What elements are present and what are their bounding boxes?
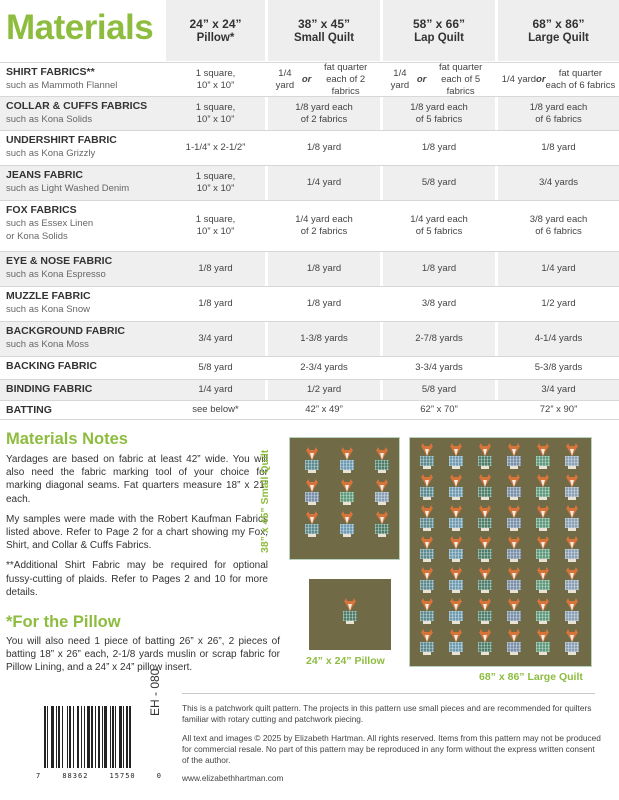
- fox-block: [374, 450, 390, 473]
- row-label: [0, 287, 166, 321]
- column-header-lap-quilt: [383, 0, 495, 61]
- barcode-bar: [87, 706, 90, 768]
- table-row: [0, 62, 619, 96]
- cell-pillow: 1/8 yard: [166, 252, 265, 286]
- cell-large-quilt: 5-3/8 yards: [534, 362, 583, 373]
- barcode-bar: [84, 706, 85, 768]
- fox-block: [477, 632, 493, 655]
- cell-pillow: 5/8 yard: [198, 362, 233, 373]
- table-row: [0, 286, 619, 321]
- fabric-name: BINDING FABRIC: [6, 383, 93, 395]
- barcode-bar: [110, 706, 111, 768]
- notes-paragraph: Yardages are based on fabric at least 42” wide. You will also need the fabric marking tool of your choice for marking diagonal seams. Fat quarters measure 18” x 21” each.: [6, 454, 268, 505]
- fox-block: [477, 601, 493, 624]
- cell-small-quilt: 1/8 yard each of 2 fabrics: [268, 97, 380, 130]
- notes-heading: Materials Notes: [6, 430, 128, 448]
- table-header: [0, 0, 619, 61]
- cell-pillow: 1 square, 10” x 10”: [195, 67, 236, 91]
- column-header-small-quilt: [268, 0, 380, 61]
- barcode-bar: [112, 706, 114, 768]
- row-label: [0, 401, 166, 419]
- cell-large-quilt: 1/8 yard each of 6 fabrics: [498, 97, 619, 130]
- cell-pillow: see below*: [192, 404, 239, 415]
- barcode-bar: [102, 706, 103, 768]
- row-label: [0, 201, 166, 251]
- row-label: [0, 131, 166, 165]
- cell-small-quilt: 1/4 yard: [268, 166, 380, 200]
- fox-block: [339, 450, 355, 473]
- column-name: Pillow*: [196, 31, 235, 44]
- fox-block: [564, 508, 580, 531]
- cell-large-quilt: 72” x 90”: [539, 404, 578, 415]
- fox-block: [506, 632, 522, 655]
- barcode-bar: [119, 706, 122, 768]
- fox-block: [535, 632, 551, 655]
- fox-block: [535, 446, 551, 469]
- cell-large-quilt: 1/4 yard: [498, 252, 619, 286]
- table-row: [0, 251, 619, 286]
- row-label: [0, 97, 166, 130]
- materials-notes: [6, 430, 268, 606]
- fabric-suggestion: such as Kona Moss: [6, 339, 89, 350]
- footer-url[interactable]: www.elizabethhartman.com: [182, 773, 284, 783]
- barcode-bar: [44, 706, 46, 768]
- fox-block: [304, 450, 320, 473]
- table-row: [0, 321, 619, 356]
- cell-small-quilt: 1/4 yard or fat quarter each of 2 fabrics: [275, 61, 368, 97]
- column-size: 24” x 24”: [189, 16, 242, 31]
- notes-paragraph: **Additional Shirt Fabric may be required for optional fussy-cutting of plaids. Refer to Pages 2 and 10 for more details.: [6, 560, 268, 598]
- column-name: Small Quilt: [293, 31, 355, 44]
- barcode-bar: [58, 706, 60, 768]
- cell-small-quilt: 1/8 yard: [306, 142, 342, 153]
- barcode-digit: 0: [156, 772, 162, 780]
- fabric-suggestion: such as Kona Grizzly: [6, 148, 96, 159]
- column-header-large-quilt: [498, 0, 619, 61]
- fox-block: [564, 539, 580, 562]
- fabric-suggestion: such as Kona Solids: [6, 114, 93, 125]
- table-row: [0, 96, 619, 130]
- fox-block: [448, 570, 464, 593]
- fox-block: [304, 514, 320, 537]
- large-quilt-caption: 68” x 86” Large Quilt: [479, 671, 583, 683]
- barcode-bar: [67, 706, 68, 768]
- fabric-suggestion: such as Mammoth Flannel: [6, 80, 118, 91]
- row-label: [0, 166, 166, 200]
- fox-block: [535, 601, 551, 624]
- fox-block: [419, 508, 435, 531]
- pillow-image: [309, 579, 391, 650]
- cell-small-quilt: 1/8 yard: [306, 298, 342, 309]
- fabric-suggestion: such as Essex Linen or Kona Solids: [6, 218, 94, 242]
- barcode-bar: [98, 706, 100, 768]
- barcode-bar: [69, 706, 71, 768]
- fabric-suggestion: such as Kona Espresso: [6, 269, 106, 280]
- fox-block: [506, 601, 522, 624]
- fabric-name: BACKING FABRIC: [6, 360, 97, 372]
- cell-pillow: 1/8 yard: [198, 298, 233, 309]
- fox-block: [506, 570, 522, 593]
- fox-block: [448, 601, 464, 624]
- fox-block: [477, 446, 493, 469]
- cell-small-quilt: 1-3/8 yards: [268, 322, 380, 356]
- fabric-name: UNDERSHIRT FABRIC: [6, 134, 117, 146]
- fabric-name: MUZZLE FABRIC: [6, 290, 91, 302]
- cell-lap-quilt: 5/8 yard: [383, 380, 495, 400]
- barcode-digit: 15750: [109, 772, 136, 780]
- barcode-bar: [95, 706, 96, 768]
- row-label: [0, 357, 166, 379]
- cell-large-quilt: 3/4 yard: [498, 380, 619, 400]
- fox-block: [564, 601, 580, 624]
- footer-copyright: All text and images © 2025 by Elizabeth Hartman. All rights reserved. Items from this pattern may not be produced for commercial resale. No part of this pattern may be reproduced in any form without the express written consent of the author.: [182, 733, 601, 765]
- pillow-paragraph: You will also need 1 piece of batting 26” x 26”, 2 pieces of batting 18” x 26” each, 2-1/8 yards muslin or scrap fabric for Pillow Lining, and a 24” x 24” pillow insert.: [6, 636, 280, 674]
- fabric-name: JEANS FABRIC: [6, 169, 84, 181]
- table-row: [0, 400, 619, 419]
- fox-block: [448, 632, 464, 655]
- footer-disclaimer: This is a patchwork quilt pattern. The projects in this pattern use small pieces and are recommended for quilters familiar with rotary cutting and patchwork piecing.: [182, 703, 592, 724]
- column-header-pillow: [166, 0, 265, 61]
- cell-pillow: 1 square, 10” x 10”: [166, 166, 265, 200]
- table-row: [0, 200, 619, 251]
- cell-pillow: 1 square, 10” x 10”: [166, 97, 265, 130]
- fox-block: [448, 446, 464, 469]
- fox-block: [448, 508, 464, 531]
- fox-block: [448, 539, 464, 562]
- fox-block: [535, 539, 551, 562]
- cell-large-quilt: 4-1/4 yards: [498, 322, 619, 356]
- cell-lap-quilt: 3/8 yard: [421, 298, 457, 309]
- table-row: [0, 379, 619, 400]
- fox-block: [535, 477, 551, 500]
- fox-block: [535, 570, 551, 593]
- row-label: [0, 252, 166, 286]
- cell-pillow: 1-1/4” x 2-1/2”: [185, 142, 246, 153]
- barcode-bar: [73, 706, 74, 768]
- fox-block: [419, 601, 435, 624]
- fox-block: [564, 632, 580, 655]
- cell-lap-quilt: 1/8 yard: [421, 142, 457, 153]
- table-bottom-divider: [0, 419, 619, 420]
- fox-block: [564, 477, 580, 500]
- fabric-name: FOX FABRICS: [6, 204, 77, 216]
- fox-block: [448, 477, 464, 500]
- fox-block: [564, 570, 580, 593]
- cell-lap-quilt: 1/4 yard each of 5 fabrics: [410, 214, 468, 237]
- cell-small-quilt: 2-3/4 yards: [300, 362, 348, 373]
- barcode-bar: [47, 706, 48, 768]
- column-size: 68” x 86”: [532, 16, 585, 31]
- barcode-bar: [56, 706, 57, 768]
- pillow-caption: 24” x 24” Pillow: [306, 655, 385, 667]
- footer: [0, 693, 619, 800]
- fox-block: [477, 570, 493, 593]
- cell-lap-quilt: 62” x 70”: [420, 404, 458, 415]
- fox-block: [419, 477, 435, 500]
- cell-lap-quilt: 1/4 yard or fat quarter each of 5 fabrics: [390, 61, 483, 97]
- cell-lap-quilt: 2-7/8 yards: [383, 322, 495, 356]
- cell-large-quilt: 1/8 yard: [541, 142, 576, 153]
- footer-divider: [182, 693, 595, 694]
- fox-block: [506, 539, 522, 562]
- fox-block: [477, 477, 493, 500]
- fox-block: [374, 482, 390, 505]
- barcode-bar: [129, 706, 131, 768]
- fox-block: [506, 446, 522, 469]
- cell-large-quilt: 1/2 yard: [541, 298, 576, 309]
- cell-pillow: 3/4 yard: [166, 322, 265, 356]
- cell-lap-quilt: 5/8 yard: [383, 166, 495, 200]
- cell-large-quilt: 3/8 yard each of 6 fabrics: [529, 214, 588, 237]
- small-quilt-caption: 38” x 45” Small Quilt: [259, 449, 271, 553]
- large-quilt-image: [409, 437, 592, 667]
- pillow-heading: *For the Pillow: [6, 613, 121, 631]
- column-size: 38” x 45”: [297, 16, 351, 31]
- fox-block: [419, 570, 435, 593]
- barcode-bar: [51, 706, 54, 768]
- fox-block: [564, 446, 580, 469]
- cell-small-quilt: 1/2 yard: [268, 380, 380, 400]
- fox-block: [477, 508, 493, 531]
- table-row: [0, 356, 619, 379]
- notes-paragraph: My samples were made with the Robert Kaufman Fabrics listed above. Refer to Page 2 for a chart showing my Fox, Shirt, and Collar & Cuffs Fabrics.: [6, 513, 268, 552]
- cell-small-quilt: 1/4 yard each of 2 fabrics: [295, 214, 353, 237]
- barcode-digit: 7: [36, 772, 42, 780]
- cell-small-quilt: 42” x 49”: [305, 404, 343, 415]
- barcode-bar: [126, 706, 128, 768]
- barcode-bar: [123, 706, 124, 768]
- row-label: [0, 63, 166, 96]
- column-name: Lap Quilt: [414, 31, 464, 44]
- cell-lap-quilt: 3-3/4 yards: [415, 362, 463, 373]
- column-size: 58” x 66”: [412, 16, 466, 31]
- fabric-name: BACKGROUND FABRIC: [6, 325, 125, 337]
- fabric-name: BATTING: [6, 404, 52, 416]
- pillow-notes: [6, 613, 280, 675]
- page-title: Materials: [6, 8, 154, 47]
- fox-block: [342, 601, 358, 624]
- barcode-bar: [77, 706, 79, 768]
- fox-block: [506, 508, 522, 531]
- barcode-bar: [81, 706, 82, 768]
- fox-block: [374, 514, 390, 537]
- cell-small-quilt: 1/8 yard: [268, 252, 380, 286]
- fabric-suggestion: such as Light Washed Denim: [6, 183, 130, 194]
- cell-large-quilt: 1/4 yard or fat quarter each of 6 fabrics: [501, 67, 616, 91]
- row-label: [0, 380, 166, 400]
- fox-block: [419, 446, 435, 469]
- barcode-bar: [91, 706, 93, 768]
- cell-lap-quilt: 1/8 yard: [383, 252, 495, 286]
- barcode-bar: [115, 706, 116, 768]
- fox-block: [535, 508, 551, 531]
- fabric-name: SHIRT FABRICS**: [6, 66, 95, 78]
- fox-block: [506, 477, 522, 500]
- barcode-digit: 88362: [62, 772, 89, 780]
- fox-block: [419, 632, 435, 655]
- fabric-name: EYE & NOSE FABRIC: [6, 255, 113, 267]
- row-label: [0, 322, 166, 356]
- table-row: [0, 165, 619, 200]
- fabric-name: COLLAR & CUFFS FABRICS: [6, 100, 148, 112]
- cell-pillow: 1/4 yard: [166, 380, 265, 400]
- fox-block: [419, 539, 435, 562]
- fox-block: [339, 482, 355, 505]
- barcode-number: [36, 772, 162, 780]
- fox-block: [477, 539, 493, 562]
- cell-large-quilt: 3/4 yards: [498, 166, 619, 200]
- fabric-suggestion: such as Kona Snow: [6, 304, 90, 315]
- barcode-bar: [104, 706, 107, 768]
- barcode-bars: [44, 706, 154, 768]
- cell-pillow: 1 square, 10” x 10”: [195, 214, 236, 237]
- small-quilt-image: [289, 437, 400, 560]
- column-name: Large Quilt: [528, 31, 589, 44]
- pattern-code: EH - 080: [148, 668, 162, 716]
- fox-block: [339, 514, 355, 537]
- cell-lap-quilt: 1/8 yard each of 5 fabrics: [383, 97, 495, 130]
- barcode-bar: [62, 706, 63, 768]
- fox-block: [304, 482, 320, 505]
- table-row: [0, 130, 619, 165]
